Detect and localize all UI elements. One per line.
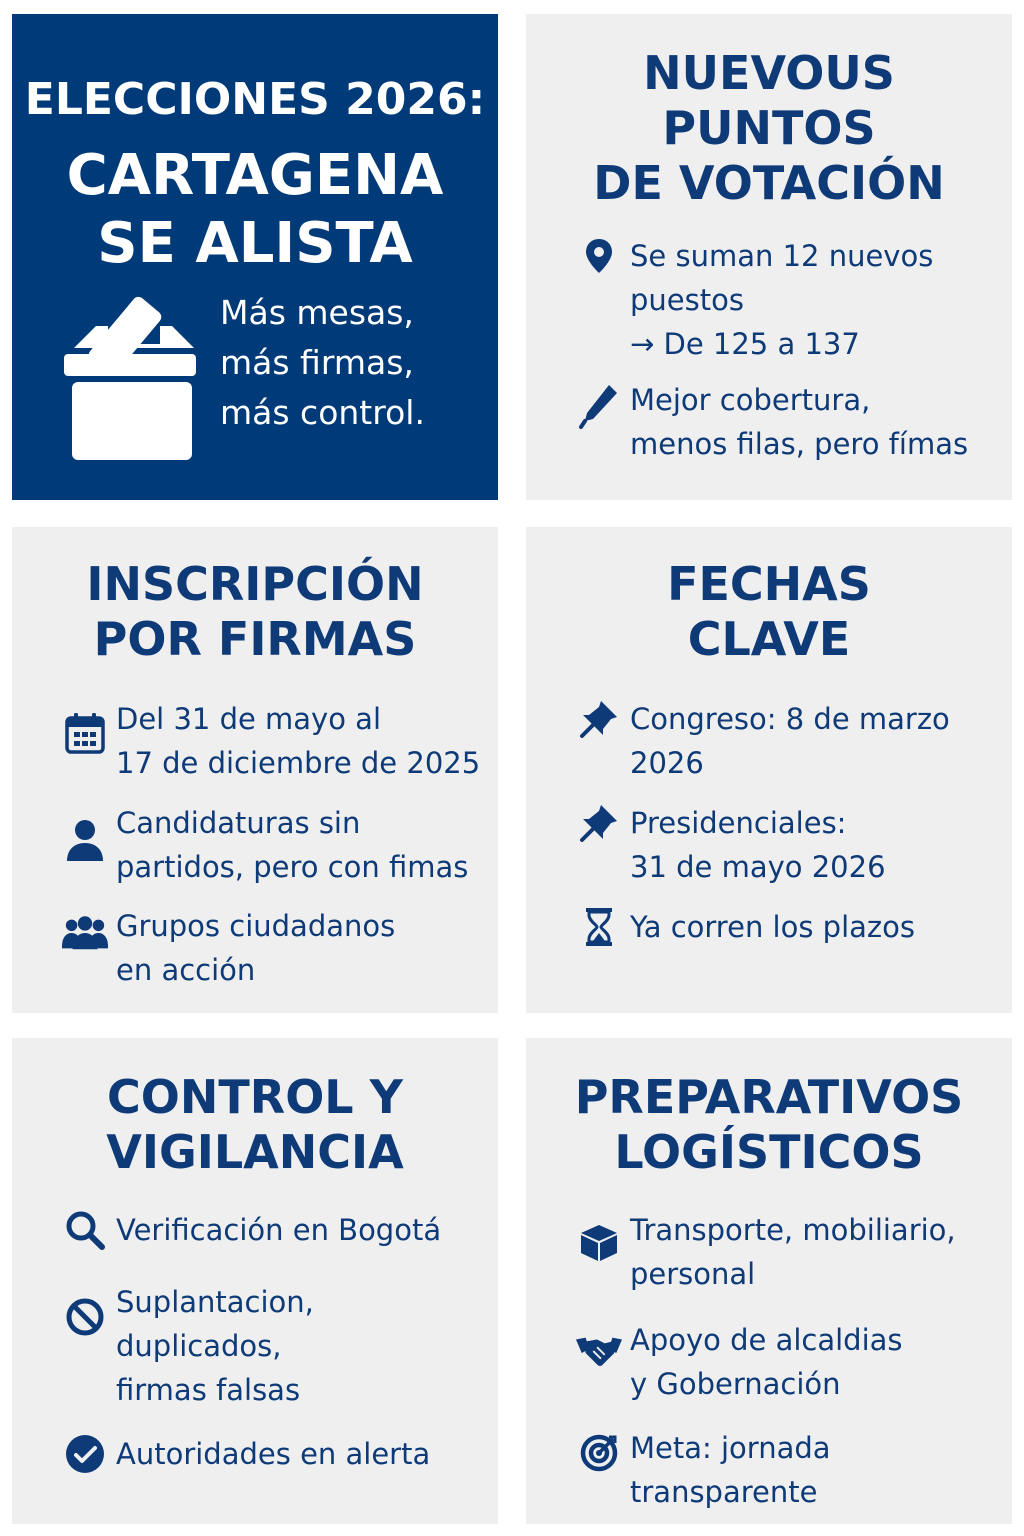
ballot-box-icon — [64, 296, 204, 466]
list-item — [62, 1432, 488, 1476]
puntos-title-line2: PUNTOS — [662, 101, 876, 155]
control-title — [12, 1070, 498, 1180]
item-line1: Ya corren los plazos — [630, 910, 915, 944]
fechas-title — [526, 557, 1012, 667]
item-line2: transparente — [630, 1475, 818, 1509]
item-line1: Grupos ciudadanos — [116, 909, 396, 943]
tagline-line1: Más mesas, — [220, 293, 414, 332]
item-line1: Del 31 de mayo al — [116, 702, 382, 736]
hero-panel — [12, 14, 498, 500]
prohibited-icon — [62, 1280, 108, 1354]
list-item — [62, 1280, 488, 1412]
pushpin-icon — [576, 697, 622, 741]
list-item — [62, 904, 488, 992]
pushpin-icon — [576, 801, 622, 845]
item-line1: Verificación en Bogotá — [116, 1213, 442, 1247]
hero-title-main — [12, 142, 498, 278]
item-line1: Mejor cobertura, — [630, 383, 871, 417]
item-line1: Transporte, mobiliario, — [630, 1213, 956, 1247]
control-panel — [12, 1038, 498, 1524]
list-item — [576, 905, 1002, 949]
control-title-line1: CONTROL Y — [107, 1070, 403, 1124]
fechas-panel — [526, 527, 1012, 1013]
item-line3: → De 125 a 137 — [630, 327, 860, 361]
item-line2: 17 de diciembre de 2025 — [116, 746, 481, 780]
search-icon — [62, 1208, 108, 1252]
control-title-line2: VIGILANCIA — [106, 1125, 404, 1179]
list-item — [576, 697, 1002, 785]
puntos-title-line1: NUEVOUS — [643, 46, 895, 100]
list-item — [576, 1208, 1002, 1296]
group-icon — [62, 904, 108, 962]
puntos-title-line3: DE VOTACIÓN — [593, 156, 945, 210]
check-circle-icon — [62, 1432, 108, 1476]
item-line3: firmas falsas — [116, 1373, 301, 1407]
list-item — [576, 234, 1002, 366]
item-line1: Presidenciales: — [630, 806, 847, 840]
location-pin-icon — [576, 234, 622, 278]
list-item — [576, 1318, 1002, 1406]
hero-title-line2: CARTAGENA — [66, 143, 444, 208]
item-line1: Congreso: 8 de marzo — [630, 702, 950, 736]
list-item — [62, 697, 488, 785]
preparativos-title-line1: PREPARATIVOS — [574, 1070, 964, 1124]
hourglass-icon — [576, 905, 622, 949]
item-line1: Se suman 12 nuevos — [630, 239, 934, 273]
inscripcion-title-line1: INSCRIPCIÓN — [86, 557, 424, 611]
list-item — [576, 801, 1002, 889]
inscripcion-title-line2: POR FIRMAS — [93, 612, 417, 666]
target-icon — [576, 1426, 622, 1480]
item-line2: duplicados, — [116, 1329, 282, 1363]
tagline-line2: más firmas, — [220, 343, 414, 382]
item-line1: Apoyo de alcaldias — [630, 1323, 903, 1357]
item-line2: partidos, pero con fimas — [116, 850, 469, 884]
fechas-title-line2: CLAVE — [687, 612, 851, 666]
list-item — [576, 378, 1002, 466]
list-item — [62, 801, 488, 889]
tagline-line3: más control. — [220, 393, 425, 432]
preparativos-panel — [526, 1038, 1012, 1524]
item-line2: 2026 — [630, 746, 704, 780]
hero-title-line3: SE ALISTA — [97, 211, 413, 276]
hero-title-line1: ELECCIONES 2026: — [24, 74, 486, 125]
preparativos-title — [526, 1070, 1012, 1180]
inscripcion-panel — [12, 527, 498, 1013]
calendar-icon — [62, 697, 108, 769]
puntos-title — [526, 46, 1012, 211]
item-line2: en acción — [116, 953, 256, 987]
item-line2: personal — [630, 1257, 756, 1291]
item-line1: Autoridades en alerta — [116, 1437, 431, 1471]
inscripcion-title — [12, 557, 498, 667]
item-line1: Meta: jornada — [630, 1431, 831, 1465]
puntos-panel — [526, 14, 1012, 500]
fechas-title-line1: FECHAS — [667, 557, 871, 611]
pen-icon — [576, 378, 622, 434]
item-line2: 31 de mayo 2026 — [630, 850, 886, 884]
person-icon — [62, 801, 108, 881]
item-line2: puestos — [630, 283, 744, 317]
item-line2: y Gobernación — [630, 1367, 841, 1401]
list-item — [62, 1208, 488, 1252]
list-item — [576, 1426, 1002, 1514]
hero-tagline — [220, 288, 490, 438]
preparativos-title-line2: LOGÍSTICOS — [614, 1125, 924, 1179]
item-line1: Candidaturas sin — [116, 806, 361, 840]
handshake-icon — [576, 1318, 622, 1386]
item-line2: menos filas, pero fímas — [630, 427, 969, 461]
box-icon — [576, 1208, 622, 1278]
item-line1: Suplantacion, — [116, 1285, 314, 1319]
